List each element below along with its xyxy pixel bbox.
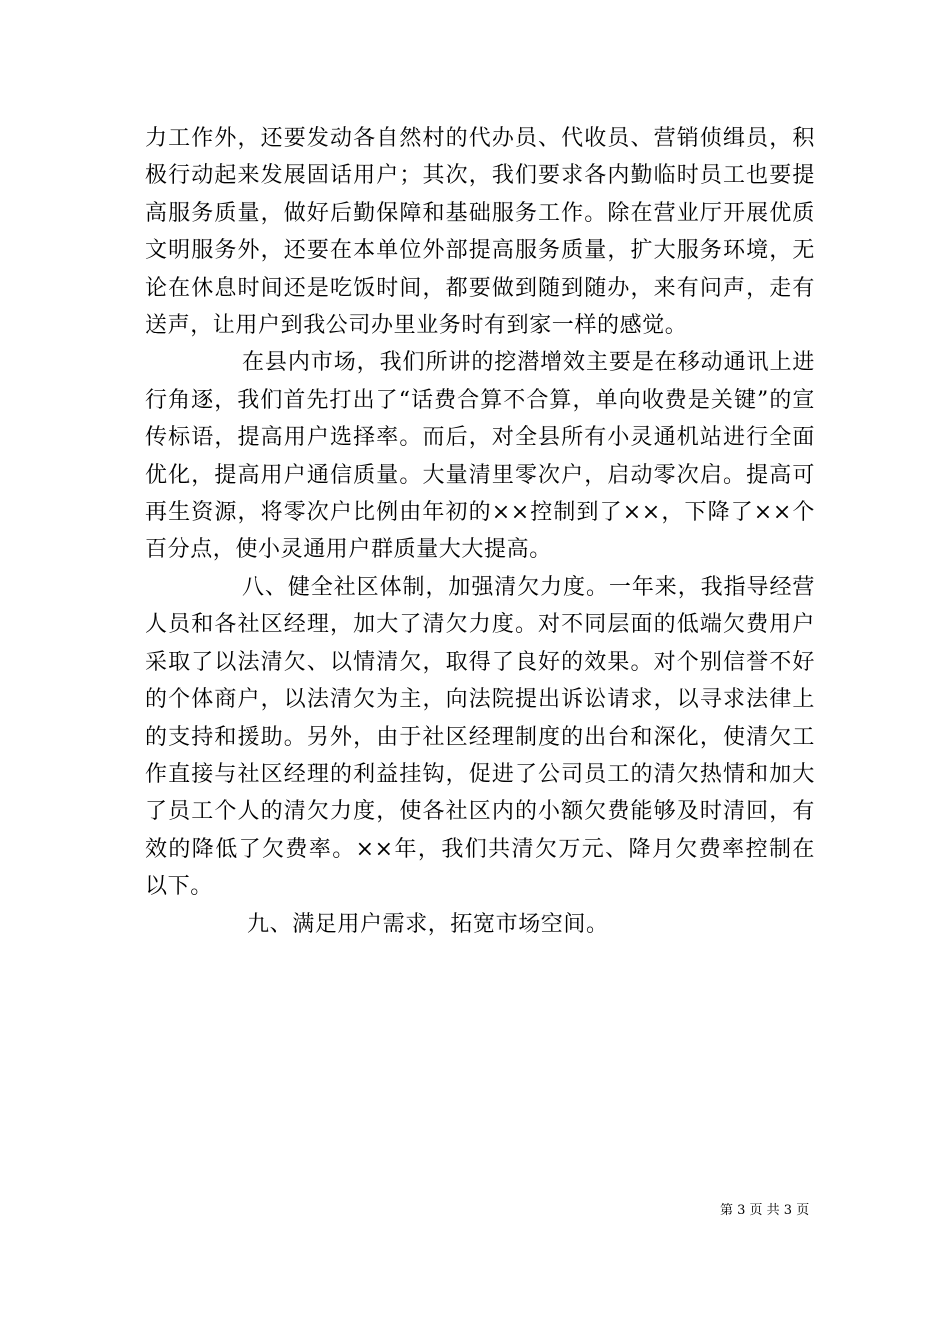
paragraph-continuation: 力工作外，还要发动各自然村的代办员、代收员、营销侦缉员，积极行动起来发展固话用户；其次，我们要求各内勤临时员工也要提高服务质量，做好后勤保障和基础服务工作。除在营业厅开展优质文明服务外，还要在本单位外部提高服务质量，扩大服务环境，无论在休息时间还是吃饭时间，都要做到随到随办，来有问声，走有送声，让用户到我公司办里业务时有到家一样的感觉。 — [145, 126, 815, 339]
document-body — [145, 120, 815, 943]
paragraph-section-eight: 八、健全社区体制，加强清欠力度。一年来，我指导经营人员和各社区经理，加大了清欠力度。对不同层面的低端欠费用户采取了以法清欠、以情清欠，取得了良好的效果。对个别信誉不好的个体商户，以法清欠为主，向法院提出诉讼请求，以寻求法律上的支持和援助。另外，由于社区经理制度的出台和深化，使清欠工作直接与社区经理的利益挂钩，促进了公司员工的清欠热情和加大了员工个人的清欠力度，使各社区内的小额欠费能够及时清回，有效的降低了欠费率。××年，我们共清欠万元、降月欠费率控制在以下。 — [145, 574, 815, 900]
paragraph-section-nine: 九、满足用户需求，拓宽市场空间。 — [247, 911, 609, 937]
page-number-footer: 第 3 页 共 3 页 — [720, 1203, 810, 1218]
paragraph-county-market: 在县内市场，我们所讲的挖潜增效主要是在移动通讯上进行角逐，我们首先打出了“话费合算不合算，单向收费是关键”的宣传标语，提高用户选择率。而后，对全县所有小灵通机站进行全面优化，提高用户通信质量。大量清里零次户，启动零次启。提高可再生资源，将零次户比例由年初的××控制到了××，下降了××个百分点，使小灵通用户群质量大大提高。 — [145, 350, 815, 563]
